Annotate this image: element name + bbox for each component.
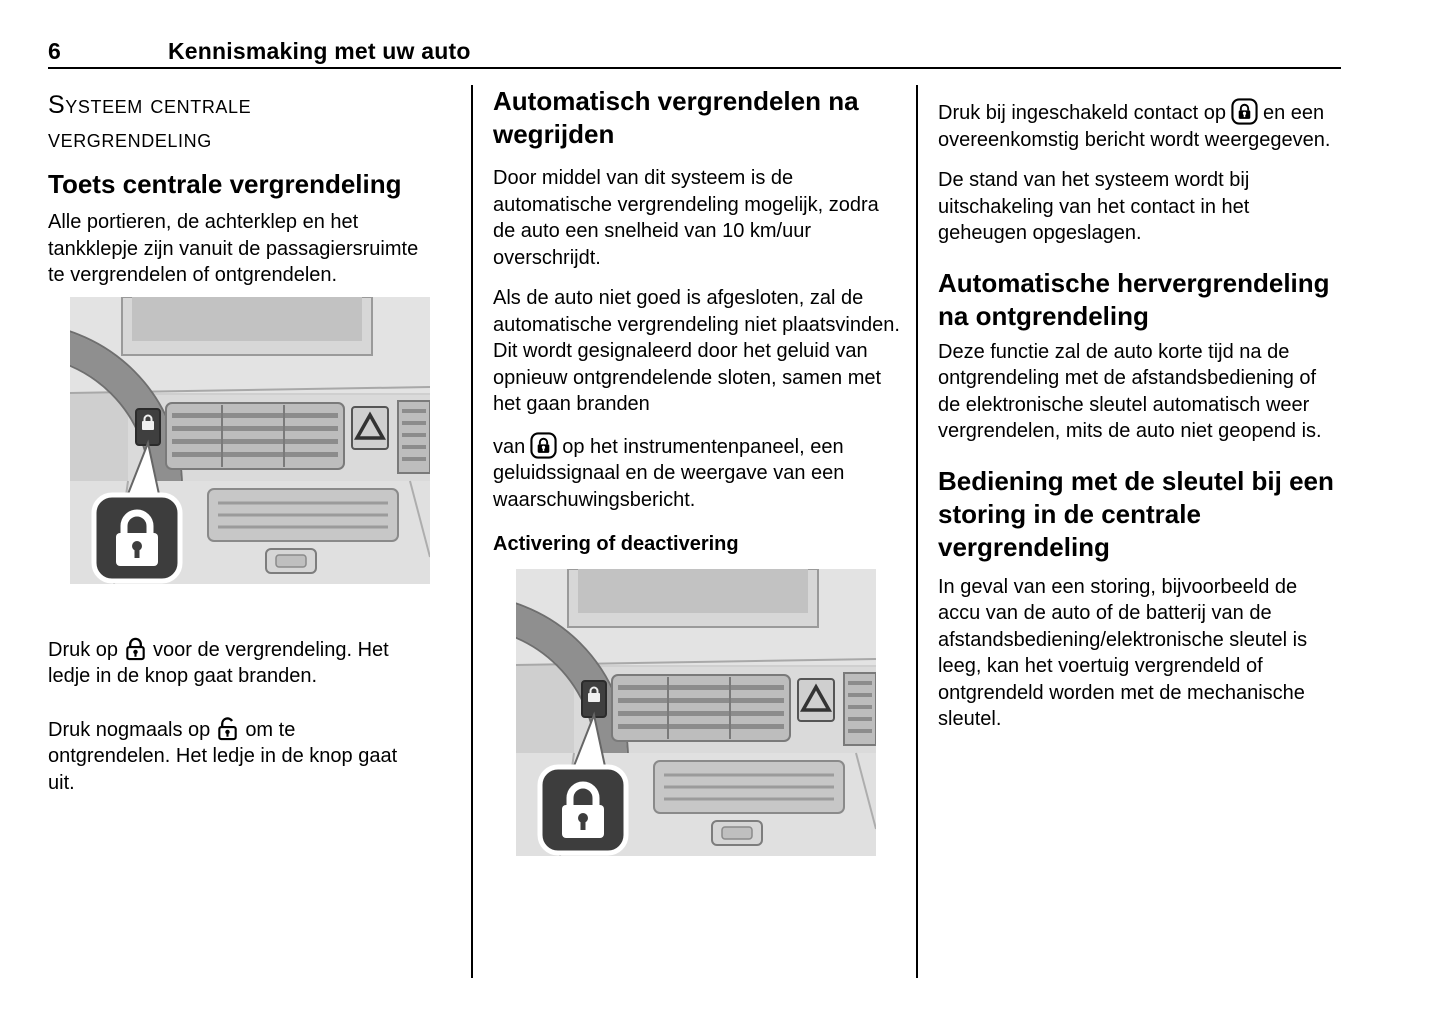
dashboard-illustration-1 — [70, 297, 430, 584]
lock-framed-button-icon — [1231, 98, 1258, 125]
paragraph-text: Druk bij ingeschakeld contact op — [938, 102, 1226, 124]
column-3 — [938, 98, 1342, 733]
column-1 — [48, 88, 420, 796]
paragraph-text: op het instrumentenpaneel, een geluidssignaal en de weergave van een waarschuwingsbericht. — [493, 435, 845, 511]
lock-closed-icon — [123, 636, 148, 661]
heading-automatische-hervergrendeling: Automatische hervergrendeling na ontgrendeling — [938, 267, 1330, 331]
paragraph: Alle portieren, de achterklep en het tankklepje zijn vanuit de passagiersruimte te vergrendelen of ontgrendelen. — [48, 211, 419, 286]
column-divider-left — [471, 85, 473, 978]
subheading-activering: Activering of deactivering — [493, 533, 739, 555]
dashboard-illustration-2 — [516, 569, 876, 856]
heading-bediening-met-sleutel: Bediening met de sleutel bij een storing in de centrale vergrendeling — [938, 465, 1334, 562]
column-2 — [493, 85, 901, 856]
paragraph-text: voor de vergrendeling. Het ledje in de knop gaat branden. — [48, 638, 389, 687]
paragraph: In geval van een storing, bijvoorbeeld de accu van de auto of de batterij van de afstandsbediening/elektronische sleutel is leeg, kan het voertuig vergrendeld of ontgrendeld worden met de mechanische sleutel. — [938, 575, 1308, 730]
heading-toets-centrale-vergrendeling: Toets centrale vergrendeling — [48, 169, 402, 199]
page-number: 6 — [48, 38, 61, 64]
paragraph-contact — [938, 98, 1342, 153]
column-divider-right — [916, 85, 918, 978]
paragraph-text: Druk nogmaals op — [48, 718, 211, 741]
paragraph-text: om te ontgrendelen. Het ledje in de knop gaat uit. — [48, 718, 398, 794]
heading-automatisch-vergrendelen: Automatisch vergrendelen na wegrijden — [493, 86, 859, 149]
chapter-title: Kennismaking met uw auto — [168, 38, 471, 64]
paragraph: Door middel van dit systeem is de automatische vergrendeling mogelijk, zodra de auto een snelheid van 10 km/uur overschrijdt. — [493, 167, 879, 269]
paragraph-unlock — [48, 716, 420, 797]
paragraph-lock — [48, 636, 420, 690]
paragraph: Deze functie zal de auto korte tijd na de ontgrendeling met de afstandsbediening of de elektronische sleutel automatisch weer vergrendelen, mits de auto niet geopend is. — [938, 340, 1322, 442]
lock-framed-button-icon — [530, 432, 557, 459]
paragraph-lock-symbol — [493, 432, 901, 514]
header-rule — [48, 67, 1341, 69]
paragraph-text: van — [493, 435, 526, 458]
section-title: Systeem centrale vergrendeling — [48, 91, 252, 153]
lock-open-icon — [215, 716, 240, 741]
paragraph: Als de auto niet goed is afgesloten, zal de automatische vergrendeling niet plaatsvinden. Dit wordt gesignaleerd door het geluid van opnieuw ontgrendelende sloten, samen met het gaan branden — [493, 287, 900, 415]
paragraph-text: en een overeenkomstig bericht wordt weergegeven. — [938, 102, 1331, 151]
paragraph-text: Druk op — [48, 638, 119, 661]
paragraph: De stand van het systeem wordt bij uitschakeling van het contact in het geheugen opgeslagen. — [938, 169, 1250, 244]
